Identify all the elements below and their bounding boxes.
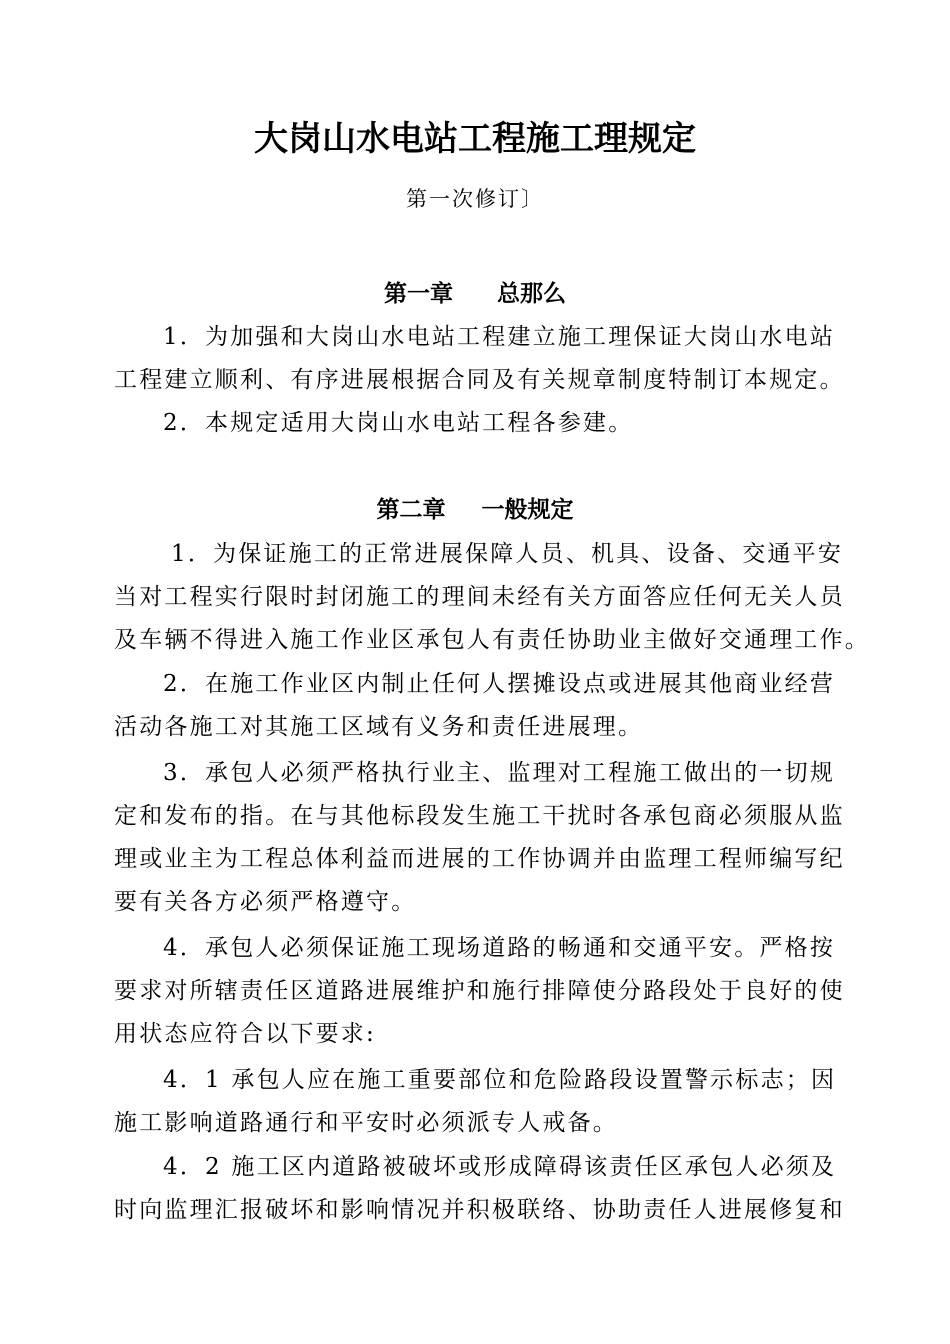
chapter-heading-1 (0, 278, 950, 310)
paragraph-line: 1．为保证施工的正常进展保障人员、机具、设备、交通平安 (171, 541, 844, 567)
paragraph-line: 用状态应符合以下要求: (114, 1021, 376, 1047)
paragraph-line: 3．承包人必须严格执行业主、监理对工程施工做出的一切规 (163, 760, 836, 786)
chapter-number: 第二章 (376, 496, 446, 523)
paragraph-line: 4．1 承包人应在施工重要部位和危险路段设置警示标志；因 (163, 1067, 837, 1093)
paragraph-line: 2．本规定适用大岗山水电站工程各参建。 (163, 410, 634, 436)
paragraph-line: 活动各施工对其施工区域有义务和责任进展理。 (114, 714, 644, 740)
paragraph-line: 2．在施工作业区内制止任何人摆摊设点或进展其他商业经营 (163, 671, 836, 697)
paragraph-line: 时向监理汇报破坏和影响情况并积极联络、协助责任人进展修复和 (114, 1197, 845, 1223)
paragraph-line: 4．2 施工区内道路被破坏或形成障碍该责任区承包人必须及 (163, 1154, 837, 1180)
paragraph-line: 及车辆不得进入施工作业区承包人有责任协助业主做好交通理工作。 (114, 627, 870, 653)
paragraph-line: 当对工程实行限时封闭施工的理间未经有关方面答应任何无关人员 (114, 584, 845, 610)
document-subtitle: 第一次修订〕 (406, 187, 544, 211)
document-title: 大岗山水电站工程施工理规定 (254, 119, 696, 159)
chapter-heading-2 (0, 494, 950, 526)
chapter-name: 总那么 (497, 280, 566, 307)
chapter-number: 第一章 (384, 280, 453, 307)
paragraph-line: 定和发布的指。在与其他标段发生施工干扰时各承包商必须服从监 (114, 803, 845, 829)
paragraph-line: 要有关各方必须严格遵守。 (114, 889, 417, 915)
chapter-name: 一般规定 (481, 496, 574, 523)
paragraph-line: 要求对所辖责任区道路进展维护和施行排障使分路段处于良好的使 (114, 978, 845, 1004)
paragraph-line: 施工影响道路通行和平安时必须派专人戒备。 (114, 1110, 618, 1136)
paragraph-line: 4．承包人必须保证施工现场道路的畅通和交通平安。严格按 (163, 935, 836, 961)
paragraph-line: 1．为加强和大岗山水电站工程建立施工理保证大岗山水电站 (163, 324, 836, 350)
paragraph-line: 工程建立顺利、有序进展根据合同及有关规章制度特制订本规定。 (114, 367, 845, 393)
paragraph-line: 理或业主为工程总体利益而进展的工作协调并由监理工程师编写纪 (114, 846, 845, 872)
